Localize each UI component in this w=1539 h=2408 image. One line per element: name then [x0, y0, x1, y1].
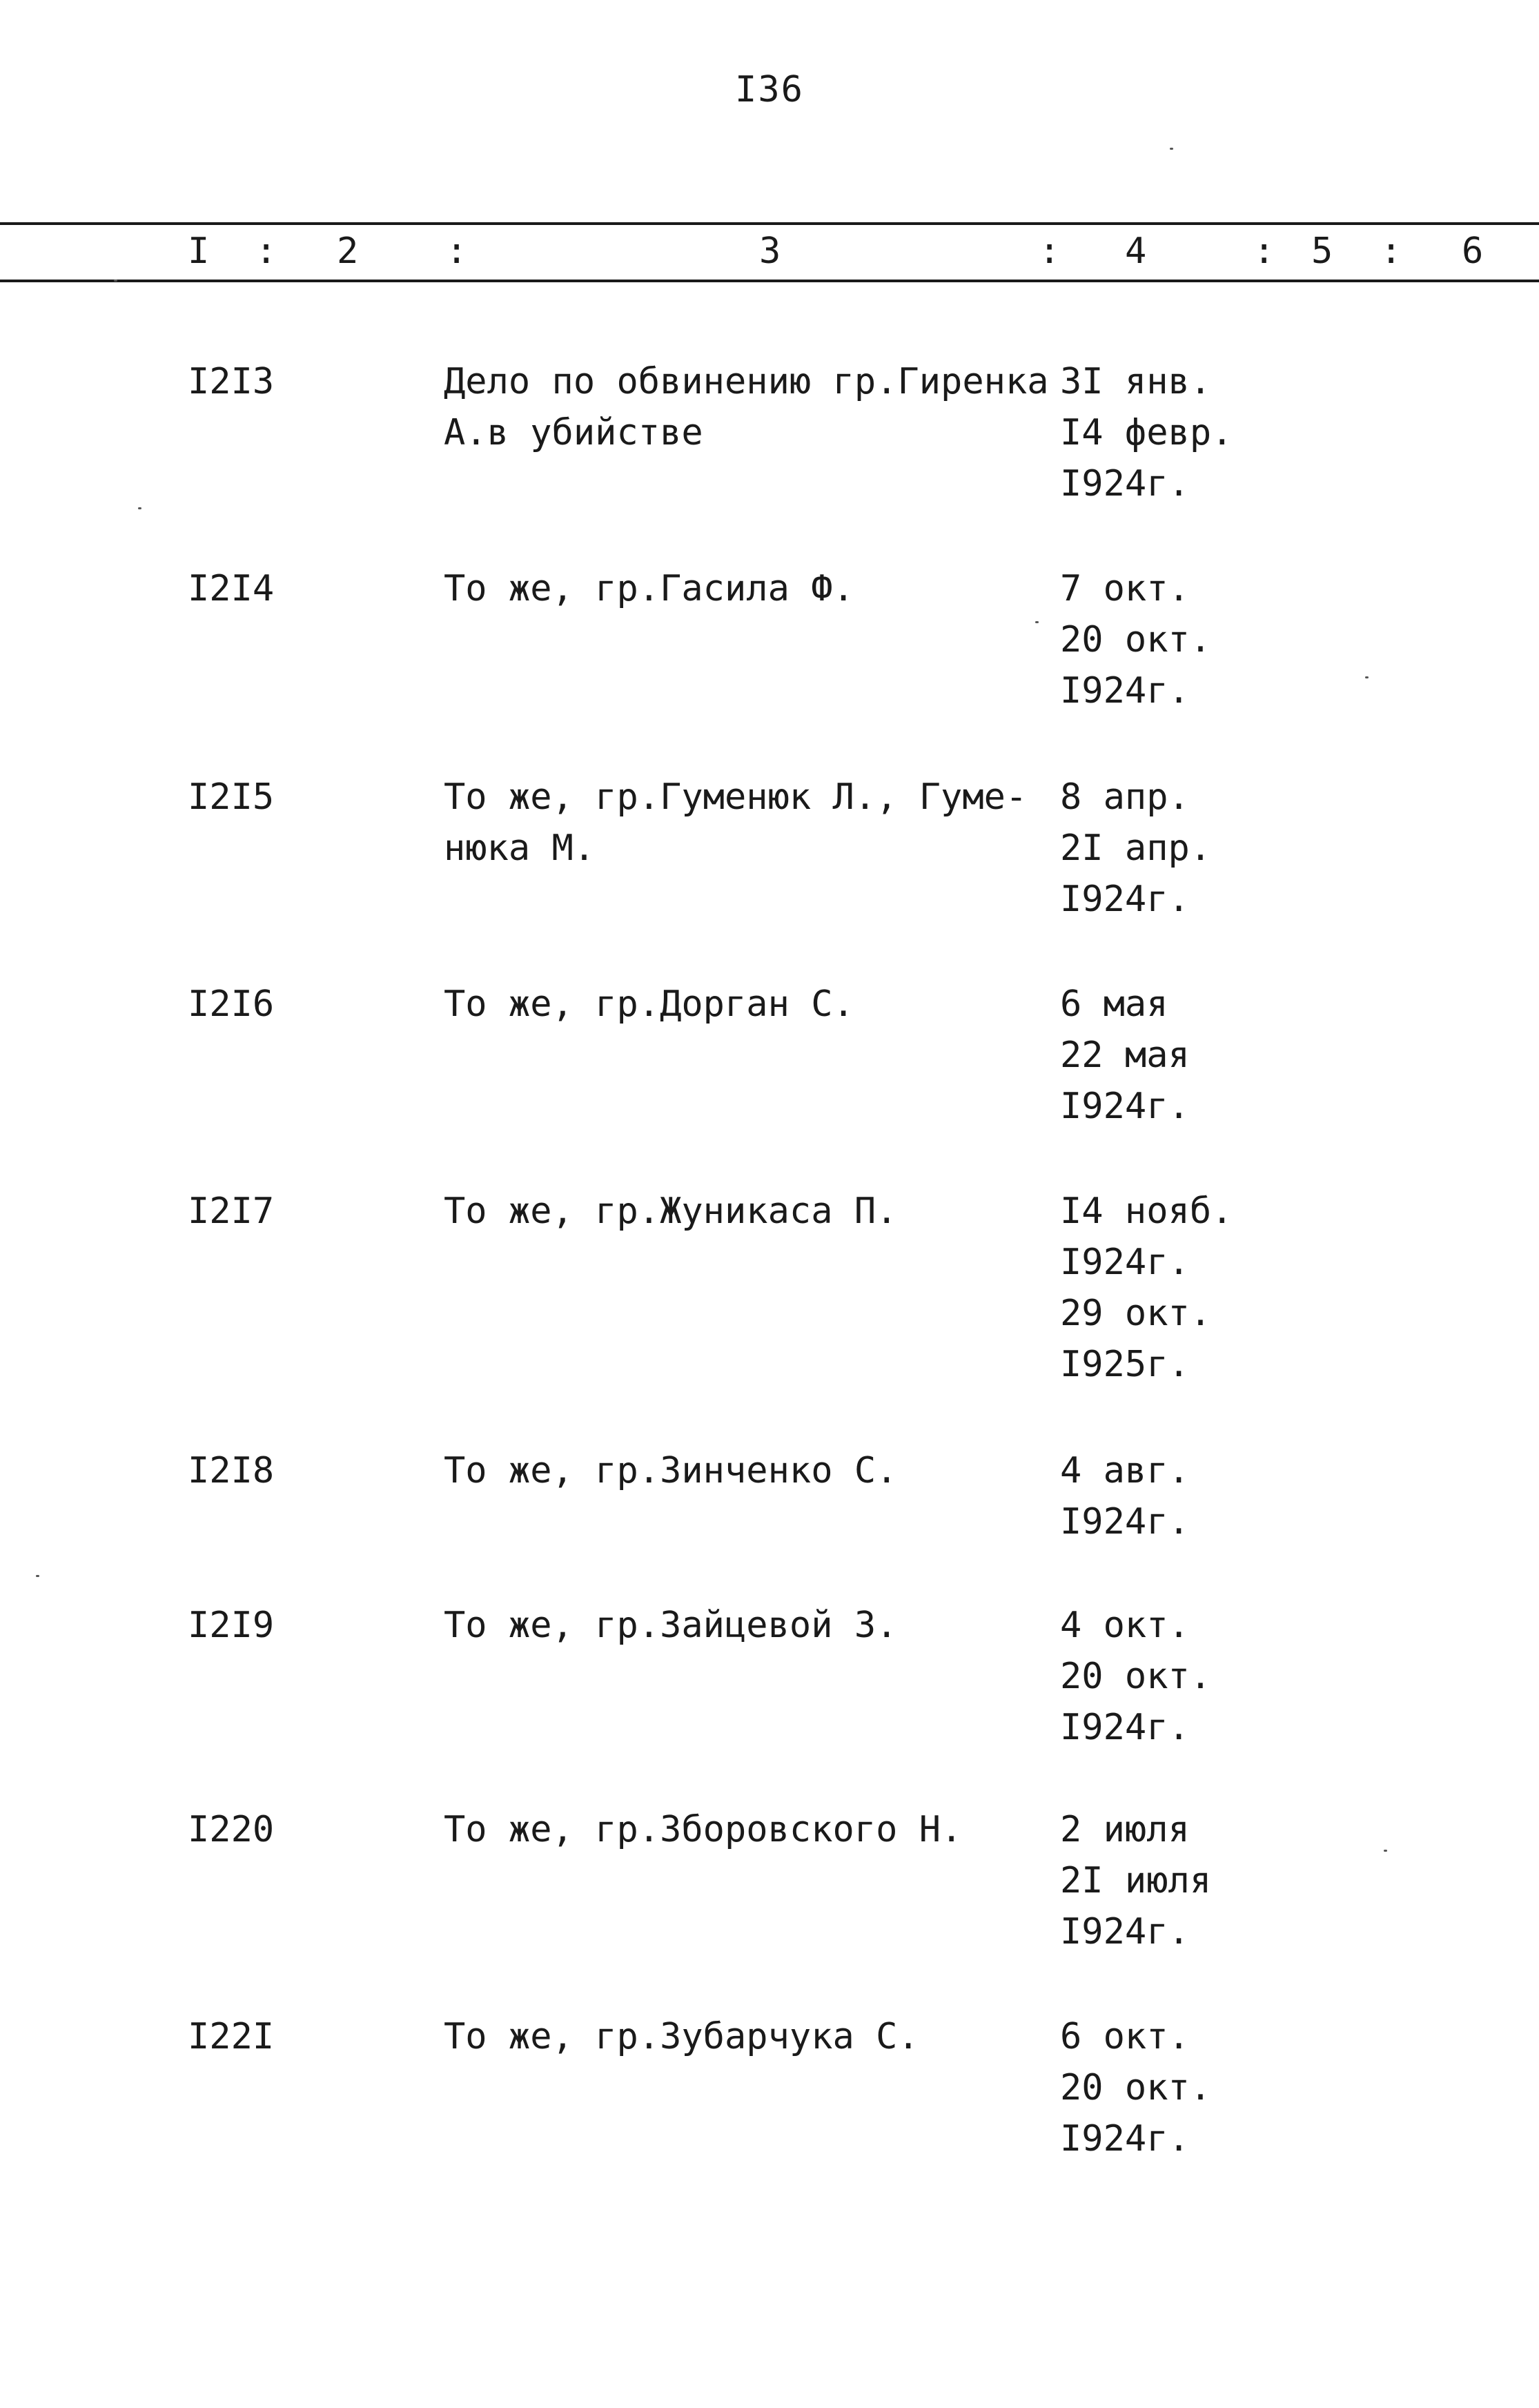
case-description [444, 1186, 1065, 1237]
case-description [444, 2011, 1065, 2062]
column-header-6: 6 [1462, 230, 1484, 272]
page-number: I36 [735, 69, 804, 110]
case-dates [1060, 563, 1211, 716]
date-line: I925г. [1060, 1344, 1190, 1385]
column-header-4: 4 [1125, 230, 1147, 272]
case-number: I2I7 [188, 1191, 275, 1232]
date-line: I924г. [1060, 1707, 1190, 1748]
header-bottom-rule [0, 280, 1539, 282]
case-number: I2I8 [188, 1450, 275, 1491]
description-line: То же, гр.Зайцевой З. [444, 1605, 898, 1646]
case-description [444, 772, 1065, 874]
case-dates [1060, 1445, 1190, 1547]
case-dates [1060, 1804, 1211, 1957]
date-line: 6 мая [1060, 983, 1168, 1025]
scan-speck [114, 280, 117, 282]
date-line: I924г. [1060, 2118, 1190, 2160]
date-line: I924г. [1060, 1911, 1190, 1952]
description-line: То же, гр.Дорган С. [444, 983, 854, 1025]
date-line: 20 окт. [1060, 2067, 1212, 2108]
scan-speck [1035, 621, 1039, 623]
column-separator: : [255, 230, 277, 272]
case-dates [1060, 979, 1190, 1132]
case-dates [1060, 356, 1233, 509]
column-separator: : [1253, 230, 1275, 272]
scan-speck [1384, 1850, 1387, 1852]
case-description [444, 1600, 1065, 1651]
description-line: нюка М. [444, 828, 596, 869]
column-separator: : [1039, 230, 1061, 272]
description-line: То же, гр.Зинченко С. [444, 1450, 898, 1491]
date-line: I924г. [1060, 670, 1190, 712]
case-number: I2I6 [188, 983, 275, 1025]
date-line: 6 окт. [1060, 2016, 1190, 2057]
date-line: 2I июля [1060, 1860, 1212, 1901]
case-dates [1060, 1186, 1233, 1390]
description-line: То же, гр.Жуникаса П. [444, 1191, 898, 1232]
column-separator: : [446, 230, 468, 272]
case-number: I2I9 [188, 1605, 275, 1646]
column-header-1: I [188, 230, 210, 272]
date-line: 8 апр. [1060, 776, 1190, 818]
date-line: I924г. [1060, 1501, 1190, 1543]
date-line: 3I янв. [1060, 361, 1212, 402]
date-line: 20 окт. [1060, 1656, 1212, 1697]
date-line: 4 авг. [1060, 1450, 1190, 1491]
date-line: 4 окт. [1060, 1605, 1190, 1646]
date-line: 22 мая [1060, 1035, 1190, 1076]
column-header-2: 2 [337, 230, 359, 272]
column-separator: : [1380, 230, 1402, 272]
date-line: 20 окт. [1060, 619, 1212, 660]
case-dates [1060, 772, 1211, 925]
scan-speck [1365, 676, 1369, 678]
description-line: То же, гр.Гасила Ф. [444, 568, 854, 609]
case-dates [1060, 2011, 1211, 2164]
scan-speck [138, 507, 141, 509]
column-header-3: 3 [759, 230, 781, 272]
date-line: I924г. [1060, 879, 1190, 920]
description-line: То же, гр.Зборовского Н. [444, 1809, 963, 1850]
date-line: I924г. [1060, 1242, 1190, 1283]
case-number: I2I3 [188, 361, 275, 402]
column-header-5: 5 [1311, 230, 1333, 272]
case-description [444, 979, 1065, 1030]
date-line: I4 февр. [1060, 412, 1233, 453]
case-number: I220 [188, 1809, 275, 1850]
case-dates [1060, 1600, 1211, 1753]
date-line: I924г. [1060, 463, 1190, 505]
case-description [444, 563, 1065, 614]
case-number: I2I4 [188, 568, 275, 609]
description-line: Дело по обвинению гр.Гиренка [444, 361, 1049, 402]
case-description [444, 1804, 1065, 1855]
case-number: I22I [188, 2016, 275, 2057]
case-number: I2I5 [188, 776, 275, 818]
scan-speck [1170, 148, 1173, 150]
date-line: 7 окт. [1060, 568, 1190, 609]
date-line: I4 нояб. [1060, 1191, 1233, 1232]
case-description [444, 1445, 1065, 1496]
date-line: 2 июля [1060, 1809, 1190, 1850]
description-line: То же, гр.Зубарчука С. [444, 2016, 919, 2057]
description-line: А.в убийстве [444, 412, 703, 453]
date-line: 29 окт. [1060, 1293, 1212, 1334]
date-line: 2I апр. [1060, 828, 1212, 869]
scan-speck [36, 1575, 39, 1577]
description-line: То же, гр.Гуменюк Л., Гуме- [444, 776, 1028, 818]
date-line: I924г. [1060, 1086, 1190, 1127]
case-description [444, 356, 1065, 458]
